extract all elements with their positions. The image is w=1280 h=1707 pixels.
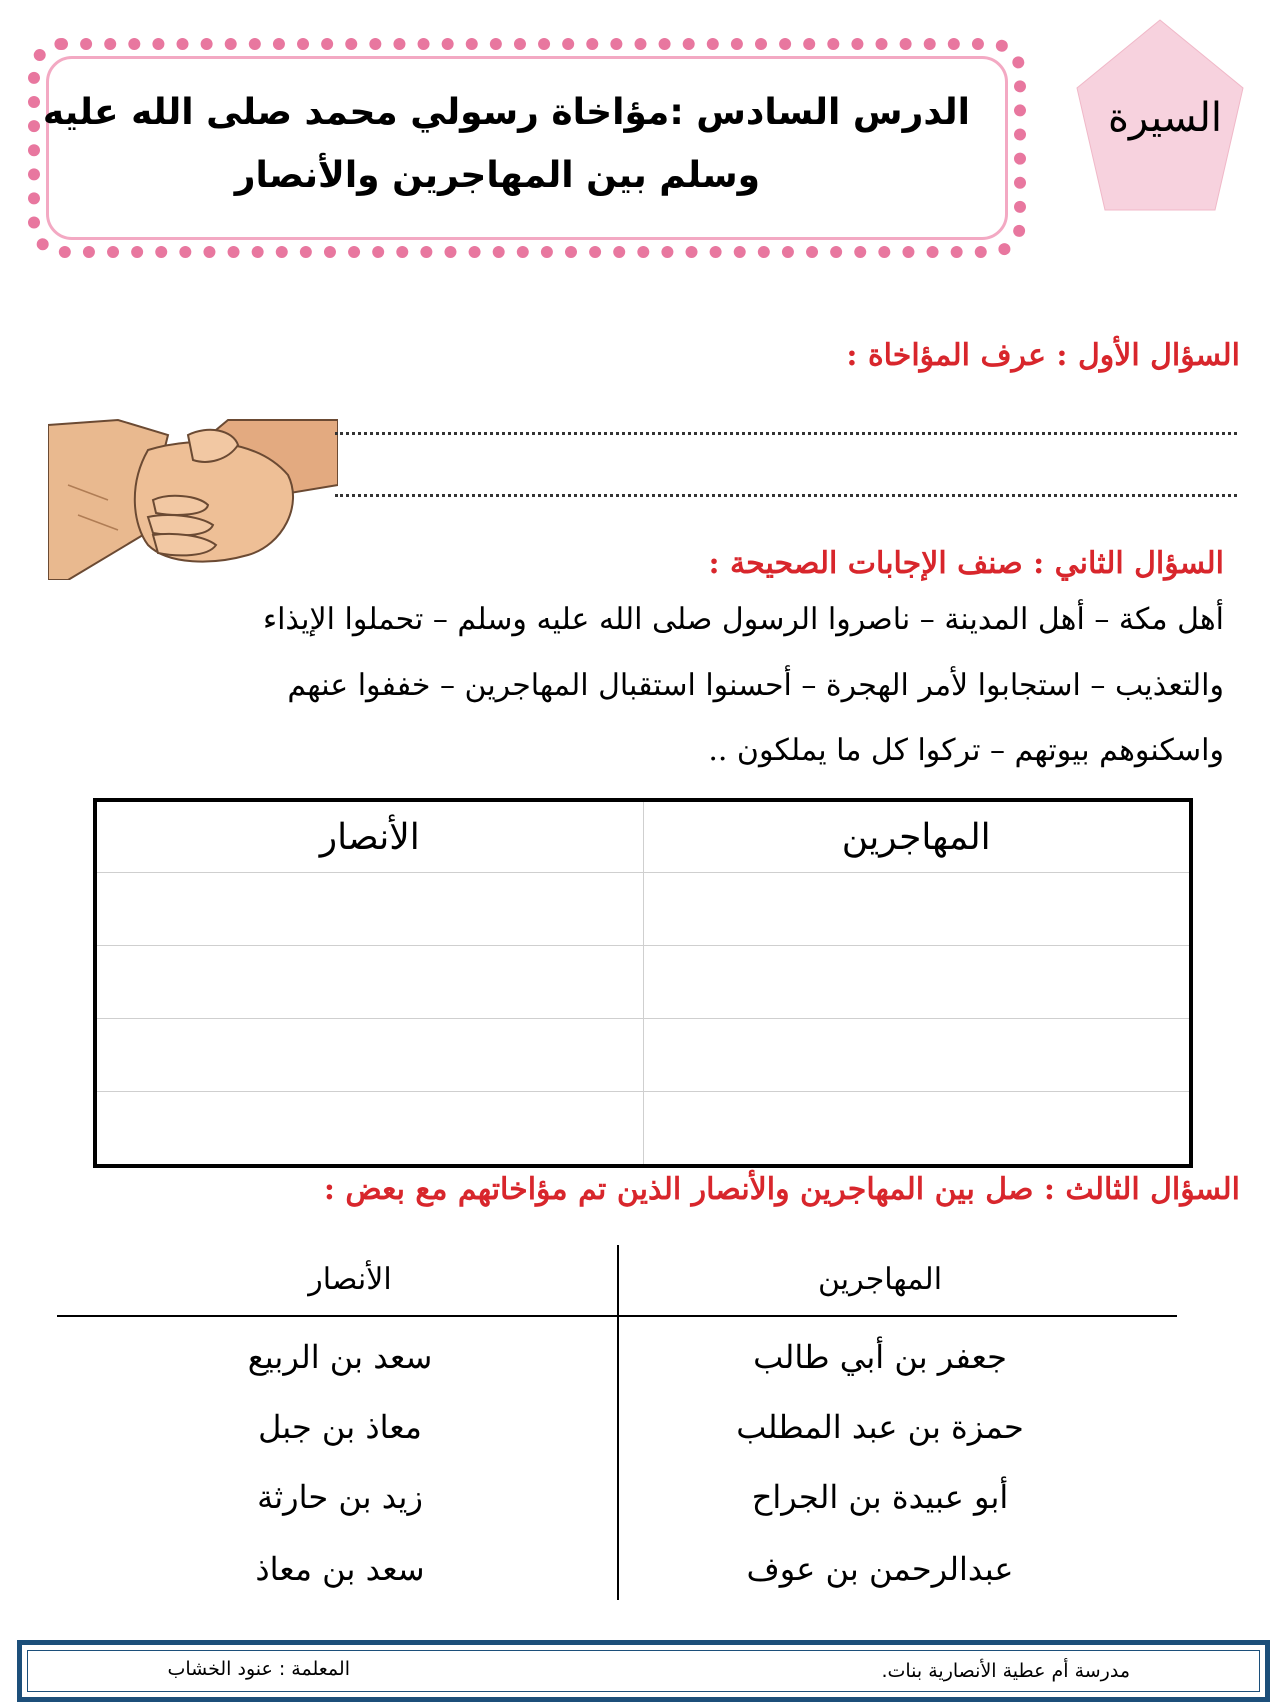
lesson-title-frame [28,38,1026,258]
footer-school: مدرسة أم عطية الأنصارية بنات. [881,1660,1130,1682]
table-row [95,946,1191,1019]
ansari-item: معاذ بن جبل [258,1408,422,1446]
muhajir-item: أبو عبيدة بن الجراح [751,1478,1009,1516]
options-line-3: واسكنوهم بيوتهم – تركوا كل ما يملكون .. [708,733,1224,768]
table-row [95,1092,1191,1167]
question-1-label: السؤال الأول : عرف المؤاخاة : [846,338,1240,373]
muhajir-item: عبدالرحمن بن عوف [746,1550,1014,1588]
table-header-ansar: الأنصار [95,800,643,873]
ansari-item: سعد بن معاذ [255,1550,425,1588]
matching-header-muhajirin: المهاجرين [817,1262,943,1297]
table-cell[interactable] [95,873,643,946]
muhajir-item: حمزة بن عبد المطلب [736,1408,1024,1446]
table-cell[interactable] [95,946,643,1019]
options-line-2: والتعذيب – استجابوا لأمر الهجرة – أحسنوا استقبال المهاجرين – خففوا عنهم [287,668,1224,703]
answer-line-1[interactable] [335,432,1237,435]
answer-line-2[interactable] [335,494,1237,497]
table-cell[interactable] [95,1092,643,1167]
table-cell[interactable] [643,1019,1191,1092]
question-2-label: السؤال الثاني : صنف الإجابات الصحيحة : [708,546,1224,581]
classification-table [93,798,1193,1168]
table-cell[interactable] [95,1019,643,1092]
table-cell[interactable] [643,873,1191,946]
matching-divider-horizontal [57,1315,1177,1317]
matching-divider-vertical [617,1245,619,1600]
options-line-1: أهل مكة – أهل المدينة – ناصروا الرسول صلى الله عليه وسلم – تحملوا الإيذاء [262,602,1224,637]
question-3-label: السؤال الثالث : صل بين المهاجرين والأنصار الذين تم مؤاخاتهم مع بعض : [323,1172,1240,1207]
title-frame-inner [42,56,1008,240]
ansari-item: سعد بن الربيع [247,1338,433,1376]
handshake-icon [48,415,338,580]
ansari-item: زيد بن حارثة [257,1478,423,1516]
lesson-title-line-1: الدرس السادس :مؤاخاة رسولي محمد صلى الله عليه [42,92,970,133]
table-header-row [95,800,1191,873]
table-cell[interactable] [643,946,1191,1019]
footer-teacher: المعلمة : عنود الخشاب [167,1658,350,1680]
table-row [95,1019,1191,1092]
subject-label: السيرة [1107,95,1223,141]
muhajir-item: جعفر بن أبي طالب [753,1338,1007,1376]
table-cell[interactable] [643,1092,1191,1167]
matching-header-ansar: الأنصار [308,1262,392,1297]
table-row [95,873,1191,946]
table-header-muhajirin: المهاجرين [643,800,1191,873]
lesson-title-line-2: وسلم بين المهاجرين والأنصار [234,155,760,196]
